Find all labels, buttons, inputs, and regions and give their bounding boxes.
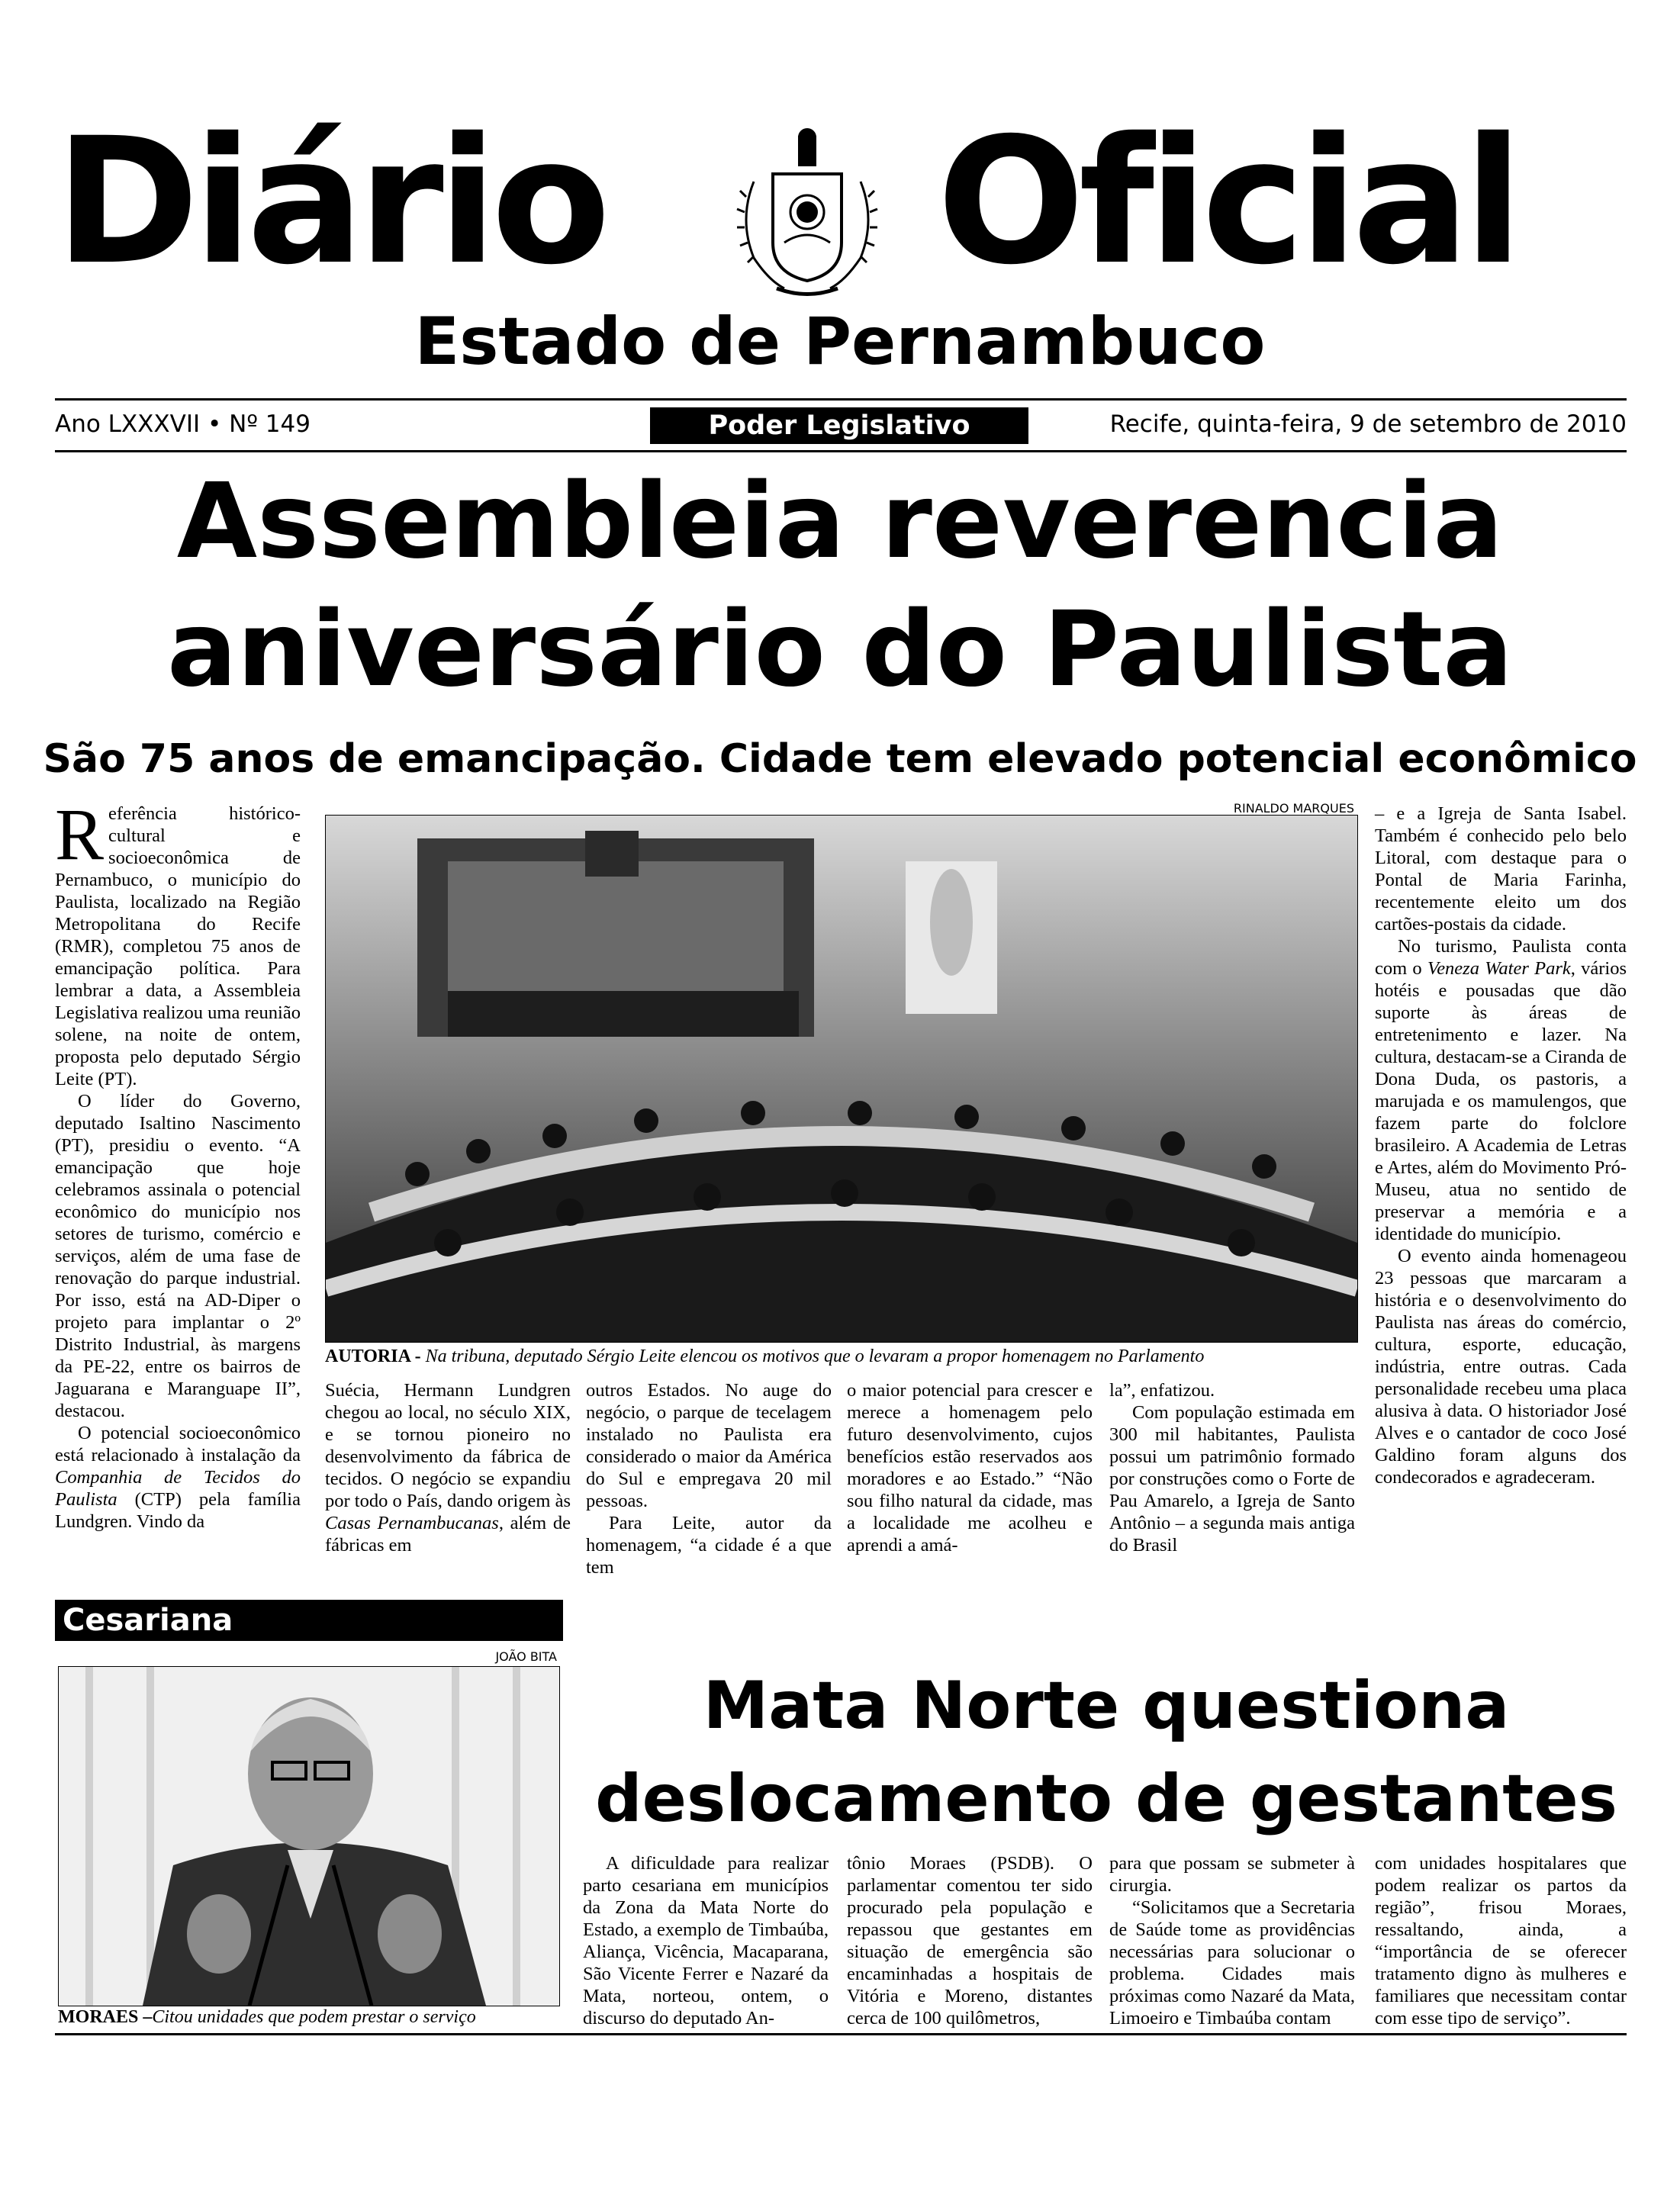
emphasis-text: Casas Pernambucanas xyxy=(325,1513,499,1533)
paragraph-text: (CTP) pela família Lundgren. Vindo da xyxy=(55,1489,301,1532)
divider xyxy=(55,398,1627,401)
paragraph xyxy=(55,1422,301,1533)
paragraph: A dificuldade para realizar parto cesariana em municípios da Zona da Mata Norte do Estado, a exemplo de Timbaúba, Aliança, Vicência, Macaparana, São Vicente Ferrer e Nazaré da Mata, norteou, ontem, o discurso do deputado An- xyxy=(583,1853,829,2029)
section-box-title: Cesariana xyxy=(55,1600,563,1641)
paragraph: la”, enfatizou. xyxy=(1109,1380,1215,1401)
caption-text: Citou unidades que podem prestar o serviço xyxy=(152,2007,476,2027)
paragraph xyxy=(55,793,301,1090)
divider xyxy=(55,450,1627,452)
paragraph-text: , além de fábricas em xyxy=(325,1513,571,1556)
paragraph: “Solicitamos que a Secretaria de Saúde tome as providências necessárias para solucionar o problema. Cidades mais próximas como Nazaré da Mata, Limoeiro e Timbaúba contam xyxy=(1109,1897,1355,2029)
article-column xyxy=(583,1852,829,2029)
article-column xyxy=(1109,1379,1355,1556)
article-column xyxy=(586,1379,832,1578)
headline-line: Mata Norte questiona xyxy=(703,1668,1510,1744)
article-column xyxy=(847,1852,1093,2029)
article-column xyxy=(55,793,301,1533)
paragraph: outros Estados. No auge do negócio, o parque de tecelagem instalado no Paulista era considerado o maior da América do Sul e empregava 20 mil pessoas. xyxy=(586,1380,832,1511)
issue-number: Ano LXXXVII • Nº 149 xyxy=(55,410,311,438)
paragraph: para que possam se submeter à cirurgia. xyxy=(1109,1853,1355,1896)
photo-caption xyxy=(58,2007,577,2028)
masthead-subtitle: Estado de Pernambuco xyxy=(414,304,1266,380)
article-column xyxy=(1375,1852,1627,2029)
crest-icon xyxy=(731,128,883,304)
paragraph-text: eferência histórico-cultural e socioeconômica de Pernambuco, o município do Paulista, localizado na Região Metropolitana do Recife (RMR), completou 75 anos de emancipação política. Para lembrar a data, a Assembleia Legislativa realizou uma reunião solene, na noite de ontem, proposta pelo deputado Sérgio Leite (PT). xyxy=(55,803,301,1089)
paragraph xyxy=(325,1379,571,1556)
emphasis-text: Veneza Water Park xyxy=(1427,958,1571,979)
issue-date: Recife, quinta-feira, 9 de setembro de 2010 xyxy=(1109,410,1627,438)
paragraph xyxy=(1375,935,1627,1245)
section-label: Poder Legislativo xyxy=(650,407,1028,444)
article-column xyxy=(1109,1852,1355,2029)
divider xyxy=(55,2033,1627,2035)
article-column xyxy=(1375,803,1627,1488)
paragraph: tônio Moraes (PSDB). O parlamentar comentou ter sido procurado pela população e repassou que gestantes em situação de emergência são encaminhadas a hospitais de Vitória e Moreno, distantes cerca de 100 quilômetros, xyxy=(847,1853,1093,2029)
caption-label: AUTORIA - xyxy=(325,1346,426,1366)
paragraph-text: , vários hotéis e pousadas que dão suporte às áreas de entretenimento e lazer. Na cultura, destacam-se a Ciranda de Dona Duda, os pastoris, a marujada e os mamulengos, que fazem parte do folclore brasileiro. A Academia de Letras e Artes, além do Movimento Pró-Museu, atua no sentido de preservar a memória e a identidade do município. xyxy=(1375,958,1627,1244)
paragraph: Com população estimada em 300 mil habitantes, Paulista possui um patrimônio formado por construções como o Forte de Pau Amarelo, a Igreja de Santo Antônio – a segunda mais antiga do Brasil xyxy=(1109,1402,1355,1556)
photo-credit: RINALDO MARQUES xyxy=(1233,801,1354,816)
paragraph-text: O potencial socioeconômico está relacionado à instalação da xyxy=(55,1423,301,1465)
speaker-portrait-photo xyxy=(58,1666,560,2006)
drop-cap: R xyxy=(55,793,105,875)
main-headline xyxy=(0,458,1680,714)
paragraph-text: No turismo, Paulista conta com o xyxy=(1375,936,1627,979)
photo-caption xyxy=(325,1346,1363,1367)
paragraph: com unidades hospitalares que podem realizar os partos da região”, frisou Moraes, ressaltando, ainda, a “importância de se oferecer tratamento digno às mulheres e familiares que necessitam contar com esse tipo de serviço”. xyxy=(1375,1853,1627,2029)
article-column xyxy=(325,1379,571,1556)
main-subhead: São 75 anos de emancipação. Cidade tem elevado potencial econômico xyxy=(43,736,1637,782)
paragraph: – e a Igreja de Santa Isabel. Também é conhecido pelo belo Litoral, com destaque para o Pontal de Maria Farinha, recentemente eleito um dos cartões-postais da cidade. xyxy=(1375,803,1627,935)
paragraph: o maior potencial para crescer e merece a homenagem pelo futuro desenvolvimento, cujos benefícios estão reservados aos moradores e ao Estado.” “Não sou filho natural da cidade, mas a localidade me acolheu e aprendi a amá- xyxy=(847,1380,1093,1556)
assembly-session-photo xyxy=(325,815,1358,1343)
photo-credit: JOÃO BITA xyxy=(495,1649,557,1664)
caption-text: Na tribuna, deputado Sérgio Leite elencou os motivos que o levaram a propor homenagem no Parlamento xyxy=(425,1346,1205,1366)
caption-label: MORAES – xyxy=(58,2007,153,2027)
paragraph: O líder do Governo, deputado Isaltino Nascimento (PT), presidiu o evento. “A emancipação que hoje celebramos assinala o potencial econômico do município nos setores de turismo, comércio e serviços, além de uma fase de renovação do parque industrial. Por isso, está na AD-Diper o projeto para implantar o 2º Distrito Industrial, às margens da PE-22, entre os bairros de Jaguarana e Maranguape II”, destacou. xyxy=(55,1091,301,1421)
masthead-title-left: Diário xyxy=(55,100,605,303)
article-column xyxy=(847,1379,1093,1556)
masthead-title-right: Oficial xyxy=(937,100,1517,303)
paragraph: Para Leite, autor da homenagem, “a cidade é a que tem xyxy=(586,1513,832,1578)
headline-line: aniversário do Paulista xyxy=(166,590,1514,710)
emphasis-text: Companhia de Tecidos do Paulista xyxy=(55,1467,301,1510)
headline-line: Assembleia reverencia xyxy=(176,462,1504,582)
headline-line: deslocamento de gestantes xyxy=(595,1761,1617,1837)
second-headline xyxy=(580,1659,1633,1845)
paragraph: O evento ainda homenageou 23 pessoas que marcaram a história e o desenvolvimento do Paulista nas áreas do comércio, cultura, esporte, educação, indústria, entre outras. Cada personalidade recebeu uma placa alusiva à data. O historiador José Alves e o cantador de coco José Galdino foram alguns dos condecorados e agradeceram. xyxy=(1375,1246,1627,1488)
paragraph-text: Suécia, Hermann Lundgren chegou ao local, no século XIX, e se tornou pioneiro no desenvolvimento da fábrica de tecidos. O negócio se expandiu por todo o País, dando origem às xyxy=(325,1380,571,1511)
